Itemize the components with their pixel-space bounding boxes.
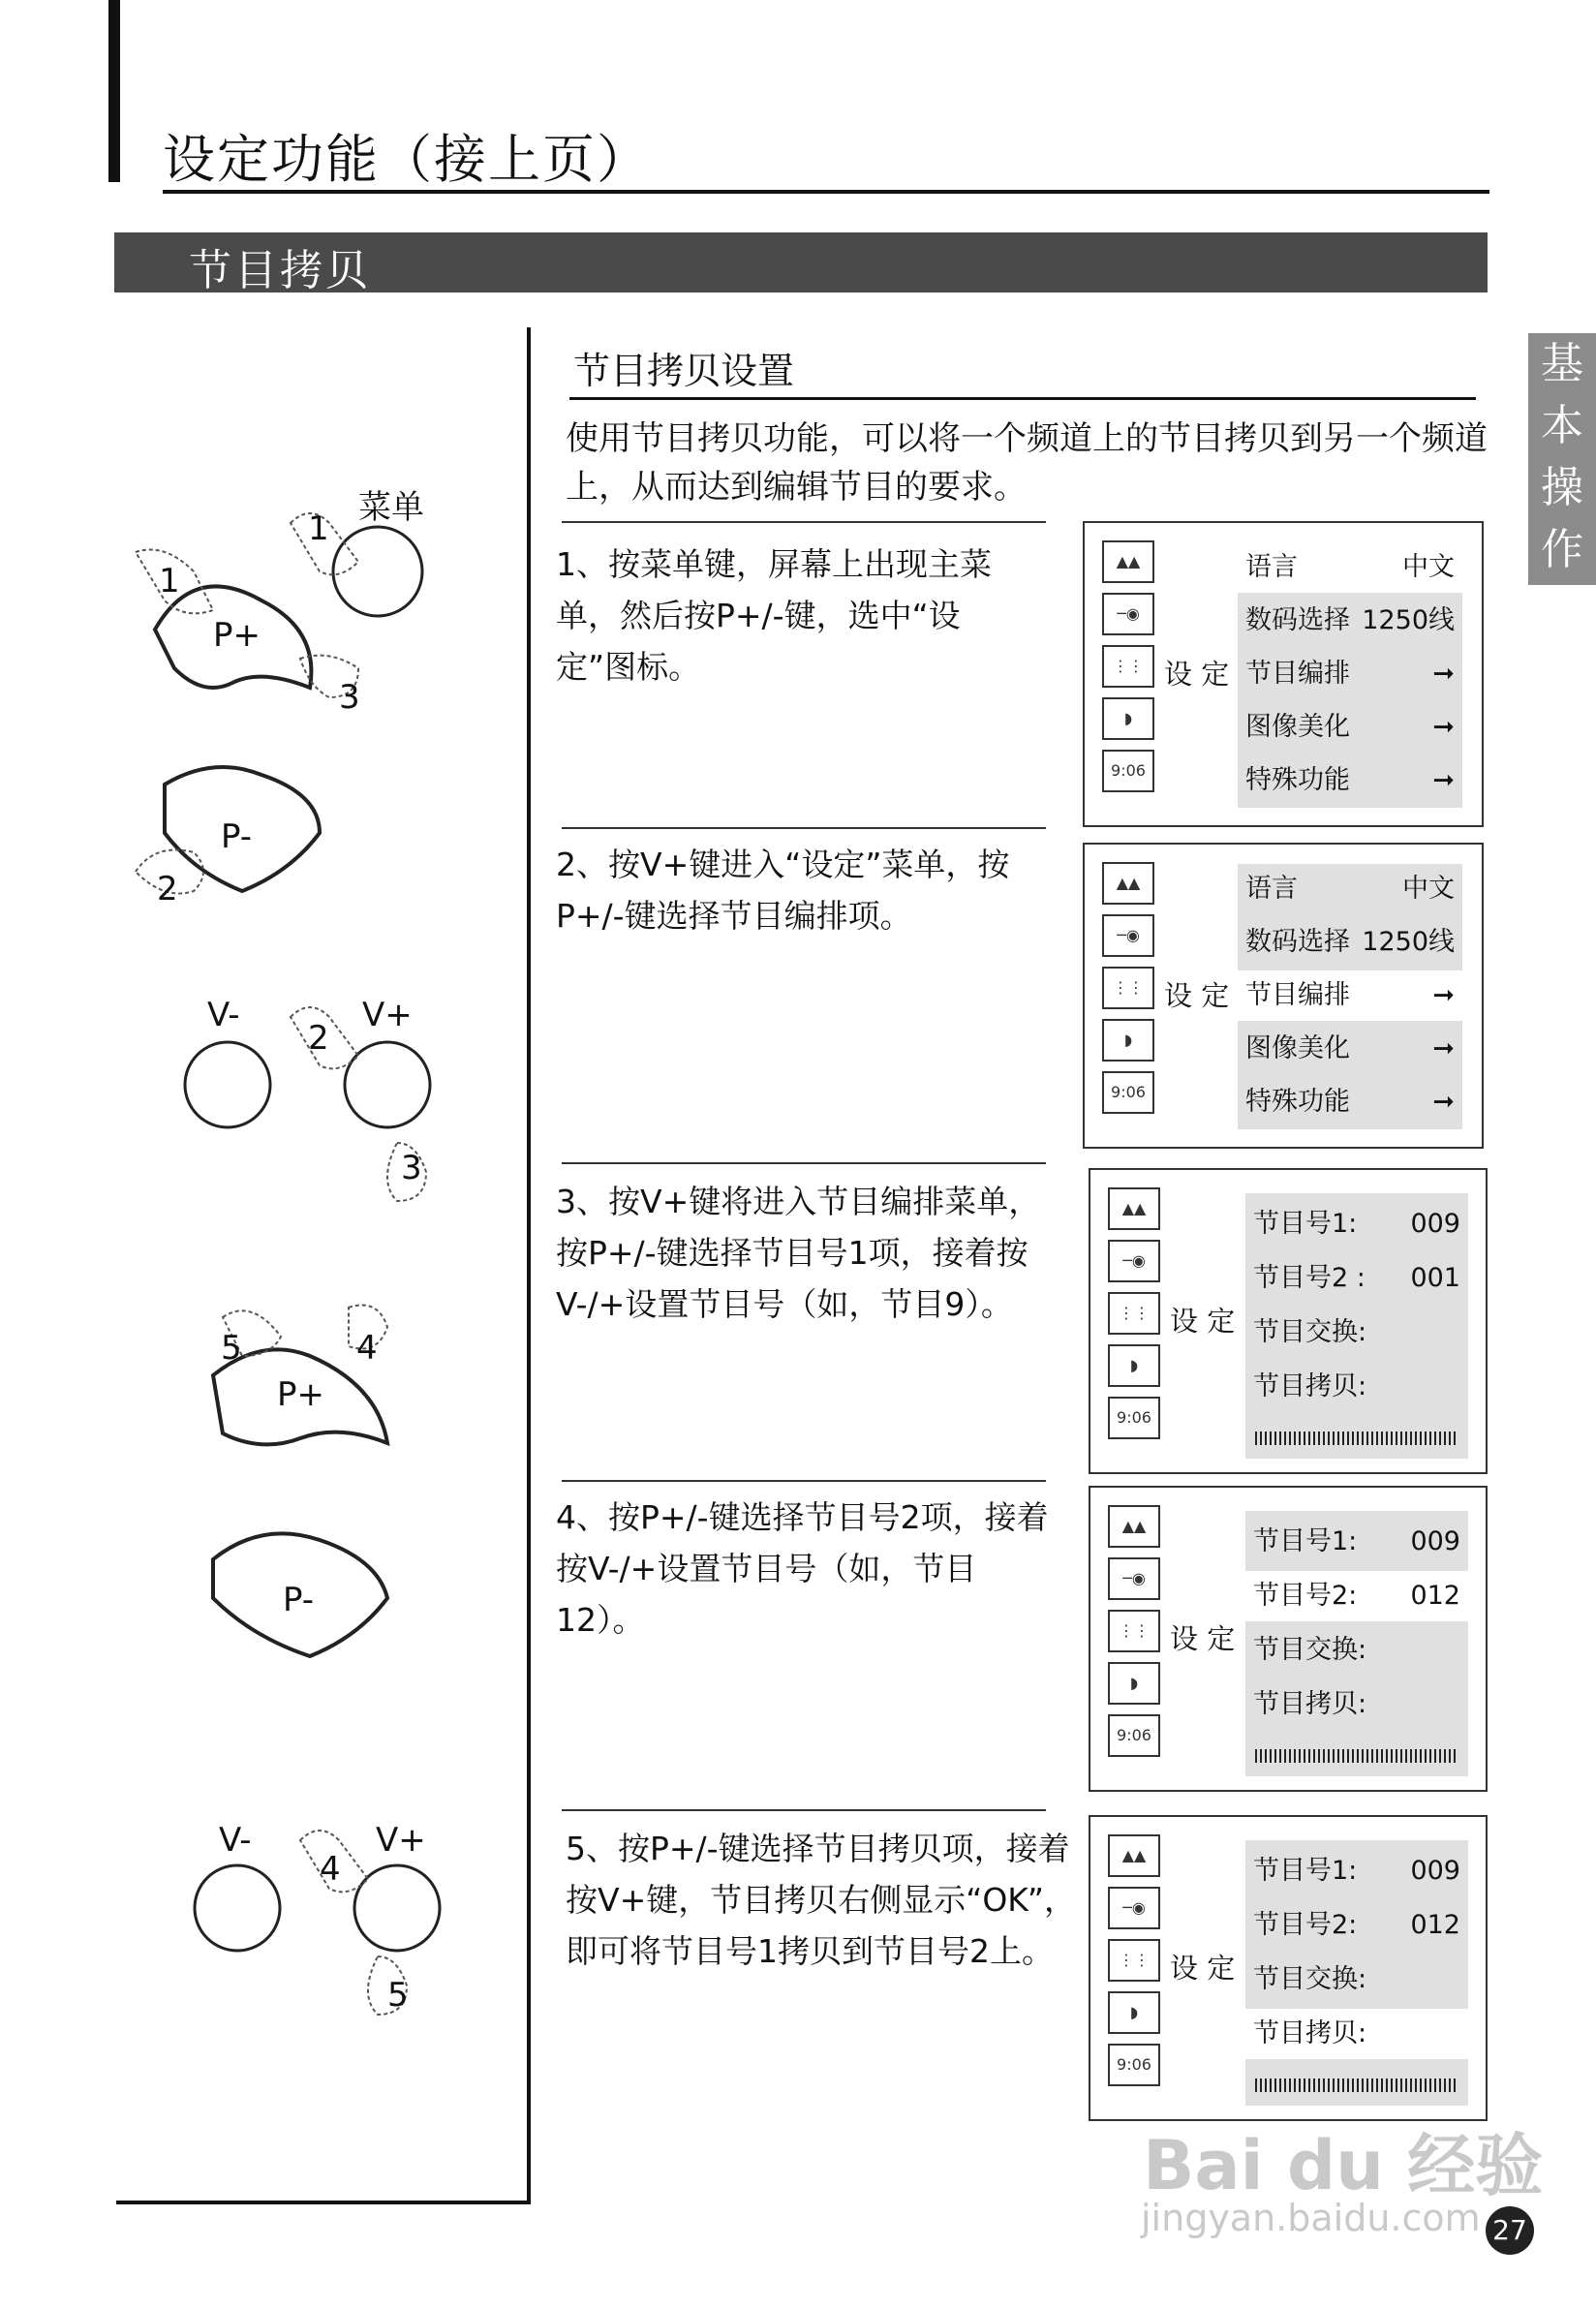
step-number-label: 1 — [159, 562, 180, 600]
title-underline — [163, 190, 1489, 194]
arrow-right-icon: ➞ — [1432, 1033, 1455, 1063]
progress-bar — [1255, 1749, 1458, 1763]
tree-house-icon: ▲▲ — [1108, 1187, 1160, 1230]
step-number-label: 5 — [221, 1329, 242, 1368]
v-minus-label: V- — [219, 1821, 252, 1860]
guitar-icon: ─◉ — [1108, 1240, 1160, 1282]
menu-row-value: 009 — [1410, 1526, 1460, 1556]
menu-row-name: 节目号1: — [1253, 1526, 1358, 1556]
menu-category-label: 设 定 — [1170, 1952, 1236, 1985]
menu-row — [1245, 1199, 1468, 1249]
osd-menu-screenshot — [1083, 521, 1484, 827]
menu-category-label: 设 定 — [1170, 1622, 1236, 1655]
menu-row-value: 1250线 — [1362, 927, 1455, 957]
menu-row-value: 001 — [1410, 1263, 1460, 1293]
traffic-light-icon: ⋮⋮ — [1108, 1610, 1160, 1652]
intro-paragraph: 使用节目拷贝功能，可以将一个频道上的节目拷贝到另一个频道上，从而达到编辑节目的要求。 — [566, 419, 1488, 507]
menu-row-name: 图像美化 — [1245, 1033, 1350, 1063]
menu-row-name: 节目交换: — [1253, 1635, 1367, 1665]
watermark-url: jingyan.baidu.com — [1141, 2197, 1481, 2239]
p-minus-label: P- — [283, 1581, 315, 1619]
menu-row — [1238, 702, 1462, 753]
menu-row-name: 节目号1: — [1253, 1209, 1358, 1239]
menu-row-value: 009 — [1410, 1209, 1460, 1239]
menu-row-name: 节目拷贝: — [1253, 2018, 1367, 2048]
v-plus-label: V+ — [376, 1821, 426, 1860]
guitar-icon: ─◉ — [1108, 1557, 1160, 1600]
v-minus-key-icon — [185, 1042, 270, 1127]
clock-icon: 9:06 — [1108, 1714, 1160, 1757]
menu-icon-column — [1102, 540, 1158, 802]
osd-menu-screenshot — [1089, 1486, 1488, 1792]
menu-row — [1245, 1253, 1468, 1304]
p-plus-label: P+ — [277, 1375, 324, 1414]
bottom-rule — [116, 2201, 531, 2204]
step-number-label: 4 — [356, 1329, 378, 1368]
step-number-label: 4 — [320, 1850, 341, 1889]
satellite-dish-icon: ◗ — [1108, 1991, 1160, 2034]
side-tab-char: 基 — [1541, 339, 1583, 388]
menu-icon-column — [1108, 1834, 1164, 2096]
subsection-title: 节目拷贝设置 — [573, 350, 795, 392]
menu-row — [1238, 649, 1462, 699]
menu-category-label: 设 定 — [1164, 979, 1230, 1012]
step-number-label: 2 — [308, 1019, 329, 1058]
menu-icon-column — [1102, 862, 1158, 1124]
menu-row — [1245, 1625, 1468, 1676]
satellite-dish-icon: ◗ — [1108, 1662, 1160, 1705]
tree-house-icon: ▲▲ — [1108, 1834, 1160, 1877]
menu-row-value: 中文 — [1402, 874, 1455, 904]
satellite-dish-icon: ◗ — [1102, 1019, 1154, 1062]
title-marker-bar — [108, 0, 120, 182]
traffic-light-icon: ⋮⋮ — [1102, 645, 1154, 688]
arrow-right-icon: ➞ — [1432, 765, 1455, 795]
subsection-underline — [569, 397, 1476, 400]
column-divider — [527, 327, 531, 2204]
step-number-label: 1 — [308, 509, 329, 548]
clock-icon: 9:06 — [1102, 750, 1154, 792]
menu-row-selected — [1238, 970, 1462, 1021]
guitar-icon: ─◉ — [1102, 914, 1154, 957]
step-number-label: 2 — [157, 870, 178, 908]
menu-row — [1245, 1955, 1468, 2005]
menu-row-selected — [1245, 1571, 1468, 1621]
pointing-hand-icon — [136, 513, 426, 2015]
v-minus-key-icon — [195, 1865, 280, 1951]
clock-icon: 9:06 — [1108, 1397, 1160, 1439]
menu-row-name: 数码选择 — [1245, 605, 1350, 635]
step-3-text: 3、按V+键将进入节目编排菜单，按P+/-键选择节目号1项，接着按V-/+设置节目号（如，节目9）。 — [556, 1183, 1041, 1323]
tree-house-icon: ▲▲ — [1102, 862, 1154, 905]
v-minus-label: V- — [207, 996, 240, 1034]
menu-row-name: 语言 — [1245, 552, 1298, 582]
menu-row — [1238, 1077, 1462, 1127]
arrow-right-icon: ➞ — [1432, 712, 1455, 742]
menu-row — [1245, 1362, 1468, 1412]
step-number-label: 3 — [401, 1149, 422, 1187]
guitar-icon: ─◉ — [1102, 593, 1154, 635]
menu-row-name: 特殊功能 — [1245, 1087, 1350, 1117]
menu-panel — [1245, 1193, 1468, 1459]
menu-row-name: 节目拷贝: — [1253, 1371, 1367, 1401]
page-title: 设定功能（接上页） — [163, 129, 651, 190]
step-divider — [562, 1809, 1046, 1811]
traffic-light-icon: ⋮⋮ — [1108, 1292, 1160, 1335]
baidu-watermark-logo: Bai du 经验 — [1143, 2126, 1544, 2205]
menu-key-label: 菜单 — [358, 488, 424, 527]
menu-category-label: 设 定 — [1170, 1305, 1236, 1338]
menu-row-name: 节目交换: — [1253, 1964, 1367, 1994]
step-divider — [562, 1162, 1046, 1164]
menu-row-name: 节目号2 : — [1253, 1263, 1366, 1293]
menu-row — [1238, 542, 1462, 593]
menu-row-value: 中文 — [1402, 552, 1455, 582]
menu-row — [1238, 1024, 1462, 1074]
step-4-text: 4、按P+/-键选择节目号2项，接着按V-/+设置节目号（如，节目12）。 — [556, 1498, 1049, 1639]
menu-row-selected — [1245, 2009, 1468, 2059]
menu-row-value: 012 — [1410, 1910, 1460, 1940]
v-plus-label: V+ — [362, 996, 413, 1034]
progress-bar — [1255, 2078, 1458, 2092]
step-1-text: 1、按菜单键，屏幕上出现主菜单，然后按P+/-键，选中“设定”图标。 — [556, 545, 992, 686]
section-title: 节目拷贝 — [189, 246, 371, 295]
menu-icon-column — [1108, 1187, 1164, 1449]
menu-row-name: 节目号2: — [1253, 1910, 1358, 1940]
menu-row-name: 节目编排 — [1245, 659, 1350, 689]
satellite-dish-icon: ◗ — [1102, 697, 1154, 740]
menu-category-label: 设 定 — [1164, 658, 1230, 691]
step-number-label: 5 — [387, 1976, 409, 2015]
arrow-right-icon: ➞ — [1432, 980, 1455, 1010]
side-tab — [1528, 333, 1596, 585]
menu-panel — [1245, 1511, 1468, 1776]
osd-menu-screenshot — [1083, 843, 1484, 1149]
menu-row-name: 节目编排 — [1245, 980, 1350, 1010]
menu-row — [1238, 917, 1462, 968]
traffic-light-icon: ⋮⋮ — [1108, 1939, 1160, 1982]
menu-row-value: 1250线 — [1362, 605, 1455, 635]
side-tab-char: 本 — [1541, 401, 1583, 450]
tree-house-icon: ▲▲ — [1108, 1505, 1160, 1548]
step-divider — [562, 1480, 1046, 1482]
menu-row — [1238, 596, 1462, 646]
tree-house-icon: ▲▲ — [1102, 540, 1154, 583]
step-2-text: 2、按V+键进入“设定”菜单，按P+/-键选择节目编排项。 — [556, 846, 1010, 935]
p-plus-label: P+ — [213, 616, 261, 655]
guitar-icon: ─◉ — [1108, 1887, 1160, 1929]
menu-row-name: 特殊功能 — [1245, 765, 1350, 795]
menu-row-name: 节目交换: — [1253, 1317, 1367, 1347]
menu-row-value: 012 — [1410, 1581, 1460, 1611]
page-number: 27 — [1486, 2206, 1534, 2255]
menu-row — [1245, 1517, 1468, 1567]
side-tab-char: 作 — [1541, 525, 1583, 574]
traffic-light-icon: ⋮⋮ — [1102, 967, 1154, 1009]
menu-row — [1238, 864, 1462, 914]
menu-row — [1245, 1308, 1468, 1358]
menu-key-icon — [333, 527, 422, 616]
menu-row-value: 009 — [1410, 1856, 1460, 1886]
menu-row — [1245, 1900, 1468, 1951]
p-minus-label: P- — [221, 817, 253, 856]
step-5-text: 5、按P+/-键选择节目拷贝项，接着按V+键，节目拷贝右侧显示“OK”，即可将节目号1拷贝到节目号2上。 — [566, 1830, 1077, 1970]
step-divider — [562, 521, 1046, 523]
menu-row-name: 图像美化 — [1245, 712, 1350, 742]
step-number-label: 3 — [339, 678, 360, 717]
menu-row-name: 语言 — [1245, 874, 1298, 904]
step-divider — [562, 827, 1046, 829]
menu-panel — [1238, 864, 1462, 1129]
menu-panel — [1245, 1840, 1468, 2106]
clock-icon: 9:06 — [1108, 2044, 1160, 2086]
menu-icon-column — [1108, 1505, 1164, 1767]
menu-row — [1238, 755, 1462, 806]
menu-row — [1245, 1846, 1468, 1896]
menu-row-name: 节目拷贝: — [1253, 1689, 1367, 1719]
progress-bar — [1255, 1432, 1458, 1445]
side-tab-char: 操 — [1541, 463, 1583, 512]
clock-icon: 9:06 — [1102, 1071, 1154, 1114]
osd-menu-screenshot — [1089, 1815, 1488, 2121]
arrow-right-icon: ➞ — [1432, 1087, 1455, 1117]
osd-menu-screenshot — [1089, 1168, 1488, 1474]
menu-row-name: 节目号2: — [1253, 1581, 1358, 1611]
menu-row-name: 数码选择 — [1245, 927, 1350, 957]
satellite-dish-icon: ◗ — [1108, 1344, 1160, 1387]
menu-panel — [1238, 542, 1462, 808]
arrow-right-icon: ➞ — [1432, 659, 1455, 689]
menu-row-name: 节目号1: — [1253, 1856, 1358, 1886]
remote-key-illustrations — [116, 465, 523, 2053]
menu-row — [1245, 1679, 1468, 1730]
